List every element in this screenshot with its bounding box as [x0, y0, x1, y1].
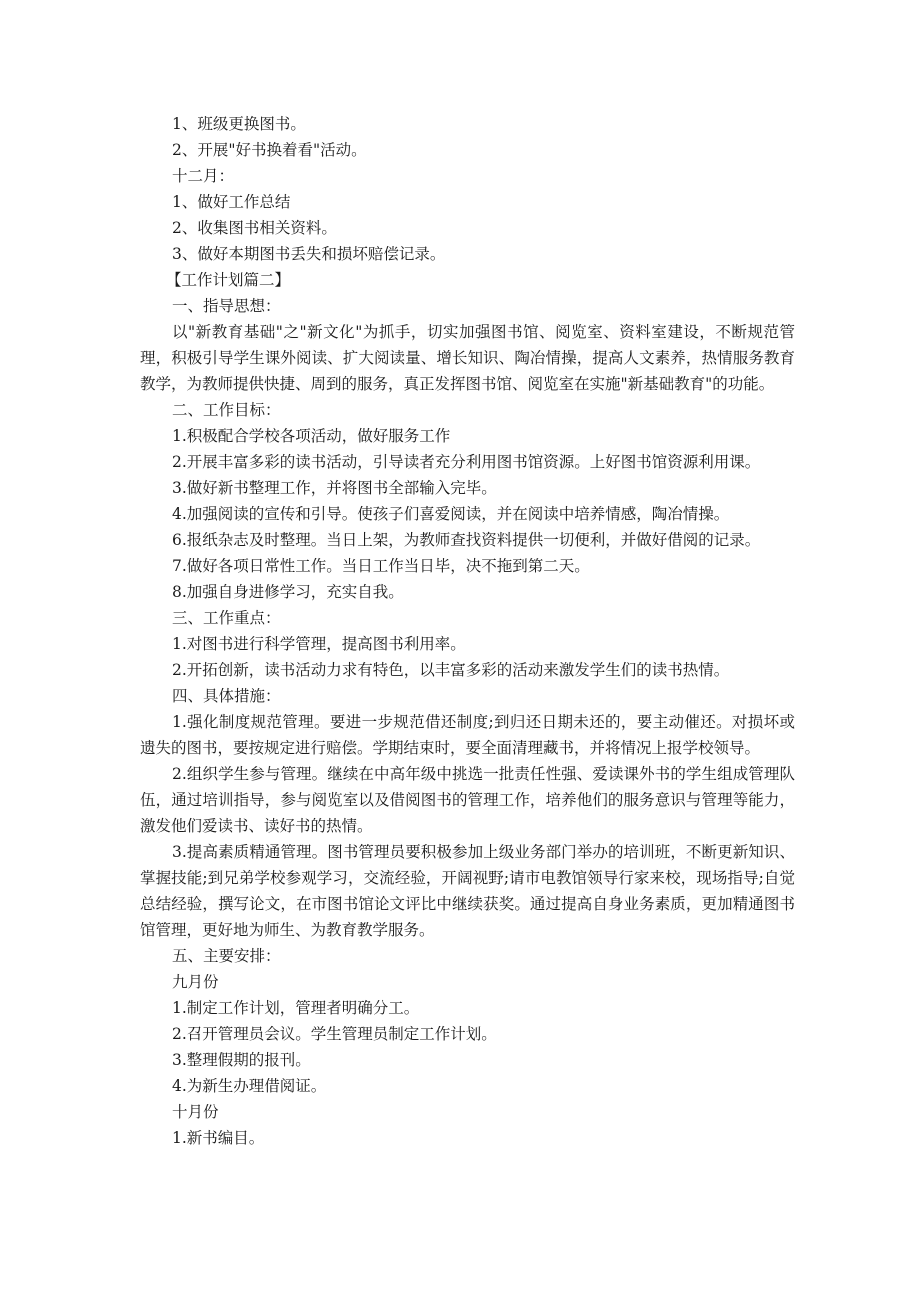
- section-label: 二、工作目标：: [172, 401, 281, 419]
- list-item: 6.报纸杂志及时整理。当日上架，为教师查找资料提供一切便利，并做好借阅的记录。: [172, 531, 761, 549]
- section-label: 四、具体措施：: [172, 687, 281, 705]
- list-item: 4.为新生办理借阅证。: [172, 1077, 327, 1095]
- section-label: 一、指导思想：: [172, 297, 281, 315]
- list-item: 1.对图书进行科学管理，提高图书利用率。: [172, 635, 466, 653]
- list-item: 3.做好新书整理工作，并将图书全部输入完毕。: [172, 479, 497, 497]
- section-label: 三、工作重点：: [172, 609, 281, 627]
- list-item: 1.制定工作计划，管理者明确分工。: [172, 999, 420, 1017]
- list-item: 2、开展"好书换着看"活动。: [172, 141, 367, 159]
- section-label: 十二月：: [172, 167, 235, 185]
- paragraph: 2.组织学生参与管理。继续在中高年级中挑选一批责任性强、爱读课外书的学生组成管理队伍，通过培训指导，参与阅览室以及借阅图书的管理工作，培养他们的服务意识与管理等能力，激发他们爱读书、读好书的热情。: [140, 765, 795, 835]
- list-item: 2.开展丰富多彩的读书活动，引导读者充分利用图书馆资源。上好图书馆资源利用课。: [172, 453, 761, 471]
- month-label: 十月份: [172, 1103, 219, 1121]
- section-heading: 【工作计划篇二】: [166, 271, 291, 289]
- list-item: 2.开拓创新，读书活动力求有特色，以丰富多彩的活动来激发学生们的读书热情。: [172, 661, 730, 679]
- paragraph: 3.提高素质精通管理。图书管理员要积极参加上级业务部门举办的培训班，不断更新知识、掌握技能;到兄弟学校参观学习，交流经验，开阔视野;请市电教馆领导行家来校，现场指导;自觉总结经验，撰写论文，在市图书馆论文评比中继续获奖。通过提高自身业务素质，更加精通图书馆管理，更好地为师生、为教育教学服务。: [140, 843, 795, 939]
- section-label: 五、主要安排：: [172, 947, 281, 965]
- paragraph: 1.强化制度规范管理。要进一步规范借还制度;到归还日期未还的，要主动催还。对损坏或遗失的图书，要按规定进行赔偿。学期结束时，要全面清理藏书，并将情况上报学校领导。: [140, 713, 795, 757]
- paragraph: 以"新教育基础"之"新文化"为抓手，切实加强图书馆、阅览室、资料室建设，不断规范管理，积极引导学生课外阅读、扩大阅读量、增长知识、陶冶情操，提高人文素养，热情服务教育教学，为教师提供快捷、周到的服务，真正发挥图书馆、阅览室在实施"新基础教育"的功能。: [140, 323, 795, 393]
- list-item: 2、收集图书相关资料。: [172, 219, 337, 237]
- list-item: 8.加强自身进修学习，充实自我。: [172, 583, 404, 601]
- list-item: 4.加强阅读的宣传和引导。使孩子们喜爱阅读，并在阅读中培养情感，陶冶情操。: [172, 505, 730, 523]
- list-item: 1.积极配合学校各项活动，做好服务工作: [172, 427, 451, 445]
- month-label: 九月份: [172, 973, 219, 991]
- list-item: 1.新书编目。: [172, 1129, 265, 1147]
- list-item: 7.做好各项日常性工作。当日工作当日毕，决不拖到第二天。: [172, 557, 590, 575]
- list-item: 3.整理假期的报刊。: [172, 1051, 311, 1069]
- list-item: 3、做好本期图书丢失和损坏赔偿记录。: [172, 245, 446, 263]
- list-item: 1、班级更换图书。: [172, 115, 306, 133]
- document-body: [140, 111, 795, 1151]
- list-item: 2.召开管理员会议。学生管理员制定工作计划。: [172, 1025, 497, 1043]
- list-item: 1、做好工作总结: [172, 193, 291, 211]
